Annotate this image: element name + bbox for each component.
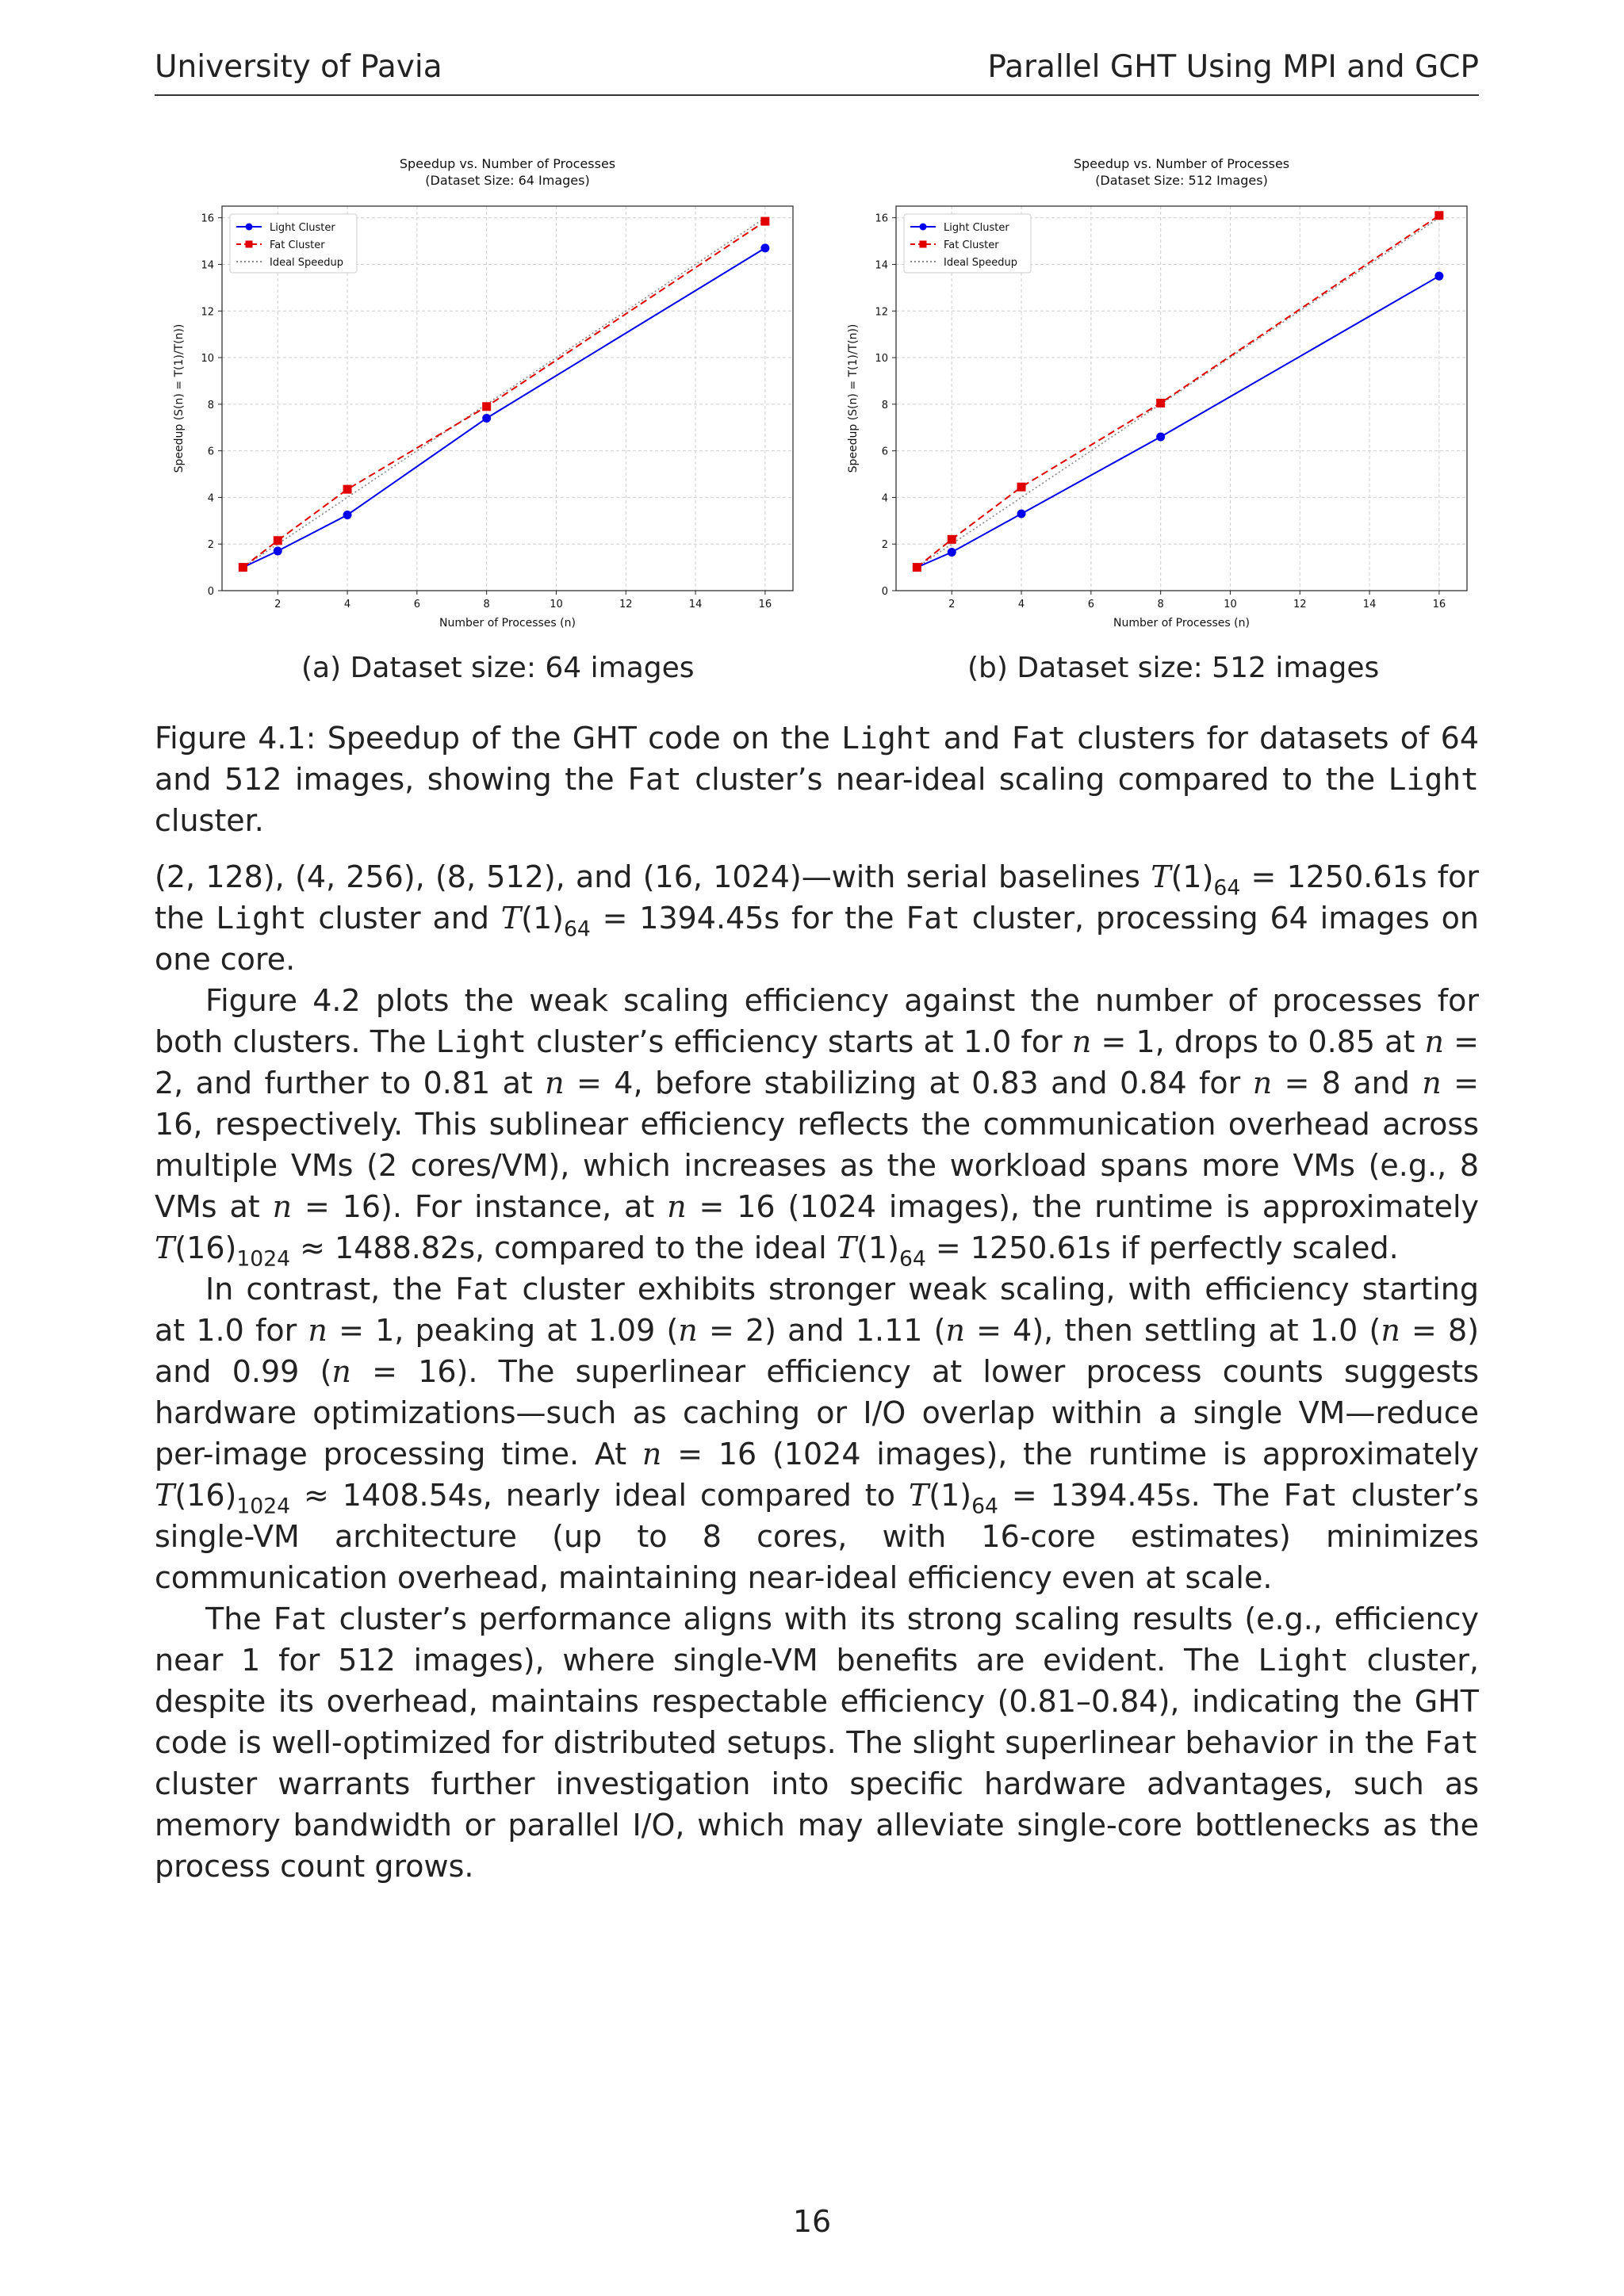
subcaption-a: (a) Dataset size: 64 images — [301, 652, 695, 684]
chart-speedup-512 — [829, 151, 1487, 642]
data-point-fat-cluster — [913, 563, 921, 572]
x-tick-label: 10 — [1224, 599, 1237, 610]
running-header-left: University of Pavia — [155, 49, 442, 85]
legend-marker — [246, 224, 253, 231]
data-point-fat-cluster — [482, 402, 491, 411]
y-tick-label: 12 — [201, 306, 214, 319]
y-tick-label: 8 — [881, 399, 888, 411]
chart-speedup-64 — [155, 151, 813, 642]
x-tick-label: 6 — [1087, 599, 1094, 610]
data-point-fat-cluster — [1434, 211, 1443, 220]
series-line-light-cluster — [243, 248, 765, 568]
legend-label: Light Cluster — [270, 222, 335, 234]
legend-label: Fat Cluster — [944, 239, 999, 251]
chart-subtitle: (Dataset Size: 512 Images) — [1095, 173, 1268, 188]
x-tick-label: 16 — [758, 599, 772, 610]
data-point-light-cluster — [343, 511, 352, 519]
legend-label: Light Cluster — [944, 222, 1009, 234]
x-tick-label: 2 — [948, 599, 956, 610]
y-tick-label: 6 — [207, 446, 214, 458]
paragraph-4: The Fat cluster’s performance aligns with its strong scaling results (e.g., efficiency near 1 for 512 images), where single-VM benefits are evident. The Light cluster, despite its overhead, maintains respectable efficiency (0.81–0.84), indicating the GHT code is well-optimized for distributed setups. The slight superlinear behavior in the Fat cluster warrants further investigation into specific hardware advantages, such as memory bandwidth or parallel I/O, which may alleviate single-core bottlenecks as the process count grows. — [155, 1601, 1479, 1884]
x-tick-label: 4 — [1017, 599, 1025, 610]
paragraph-1: (2, 128), (4, 256), (8, 512), and (16, 1024)—with serial baselines $T(1)_{64} = 1250.61s$ for the Light cluster and $T(1)_{64} = 1394.45s$ for the Fat cluster, processing 64 images on one core. — [155, 859, 1480, 977]
y-tick-label: 0 — [207, 586, 214, 598]
series-line-light-cluster — [917, 276, 1439, 567]
data-point-fat-cluster — [239, 563, 247, 572]
data-point-light-cluster — [948, 548, 956, 557]
x-tick-label: 8 — [1157, 599, 1164, 610]
figure-caption: Figure 4.1: Speedup of the GHT code on the Light and Fat clusters for datasets of 64 and 512 images, showing the Fat cluster’s near-ideal scaling compared to the Light cluster. — [155, 721, 1480, 838]
data-point-light-cluster — [1156, 433, 1165, 442]
x-tick-label: 12 — [1293, 599, 1307, 610]
data-point-light-cluster — [1434, 272, 1443, 281]
y-tick-label: 4 — [207, 492, 214, 505]
data-point-light-cluster — [760, 243, 769, 252]
paragraph-3: In contrast, the Fat cluster exhibits stronger weak scaling, with efficiency starting at 1.0 for n = 1, peaking at 1.09 (n = 2) and 1.11 (n = 4), then settling at 1.0 (n = 8) and 0.99 (n = 16). The superlinear efficiency at lower process counts suggests hardware optimizations—such as caching or I/O overlap within a single VM—reduce per-image processing time. At n = 16 (1024 images), the runtime is approximately $T(16)_{1024} \approx 1408.54s$, nearly ideal compared to $T(1)_{64} = 1394.45s$. The Fat cluster’s single-VM architecture (up to 8 cores, with 16-core estimates) minimizes communication overhead, maintaining near-ideal efficiency even at scale. — [155, 1272, 1480, 1595]
data-point-fat-cluster — [343, 485, 352, 494]
y-tick-label: 2 — [207, 539, 214, 552]
y-tick-label: 12 — [875, 306, 888, 319]
data-point-light-cluster — [482, 414, 491, 423]
y-tick-label: 6 — [881, 446, 888, 458]
x-tick-label: 12 — [619, 599, 633, 610]
data-point-fat-cluster — [274, 536, 282, 545]
data-point-fat-cluster — [948, 535, 956, 544]
legend-marker — [920, 241, 927, 248]
legend-marker — [246, 241, 253, 248]
x-axis-label: Number of Processes (n) — [439, 617, 576, 629]
y-tick-label: 14 — [201, 259, 214, 272]
x-tick-label: 10 — [550, 599, 563, 610]
chart-legend — [904, 214, 1031, 273]
page-number: 16 — [792, 2204, 832, 2239]
y-tick-label: 0 — [881, 586, 888, 598]
x-tick-label: 2 — [274, 599, 282, 610]
x-tick-label: 8 — [483, 599, 490, 610]
legend-marker — [920, 224, 927, 231]
y-axis-label: Speedup (S(n) = T(1)/T(n)) — [847, 323, 860, 473]
data-point-fat-cluster — [1156, 399, 1165, 408]
y-axis-label: Speedup (S(n) = T(1)/T(n)) — [173, 323, 186, 473]
header-rule — [155, 94, 1479, 96]
caption-label: Figure 4.1: — [155, 721, 316, 756]
data-point-light-cluster — [274, 547, 282, 556]
subcaption-b: (b) Dataset size: 512 images — [967, 652, 1380, 684]
chart-subtitle: (Dataset Size: 64 Images) — [425, 173, 590, 188]
legend-label: Ideal Speedup — [270, 257, 344, 269]
x-axis-label: Number of Processes (n) — [1113, 617, 1250, 629]
y-tick-label: 10 — [875, 353, 888, 365]
x-tick-label: 4 — [343, 599, 351, 610]
chart-title: Speedup vs. Number of Processes — [399, 156, 616, 171]
y-tick-label: 10 — [201, 353, 214, 365]
y-tick-label: 14 — [875, 259, 888, 272]
chart-title: Speedup vs. Number of Processes — [1073, 156, 1290, 171]
legend-label: Ideal Speedup — [944, 257, 1018, 269]
x-tick-label: 16 — [1432, 599, 1446, 610]
x-tick-label: 6 — [413, 599, 420, 610]
series-line-fat-cluster — [243, 221, 765, 568]
x-tick-label: 14 — [1362, 599, 1377, 610]
body-text — [155, 856, 1479, 1887]
y-tick-label: 16 — [201, 212, 214, 225]
y-tick-label: 8 — [207, 399, 214, 411]
running-header-right: Parallel GHT Using MPI and GCP — [987, 49, 1479, 85]
data-point-fat-cluster — [1017, 483, 1026, 492]
data-point-fat-cluster — [760, 217, 769, 226]
chart-legend — [230, 214, 357, 273]
paragraph-2: Figure 4.2 plots the weak scaling efficiency against the number of processes for both clusters. The Light cluster’s efficiency starts at 1.0 for n = 1, drops to 0.85 at n = 2, and further to 0.81 at n = 4, before stabilizing at 0.83 and 0.84 for n = 8 and n = 16, respectively. This sublinear efficiency reflects the communication overhead across multiple VMs (2 cores/VM), which increases as the workload spans more VMs (e.g., 8 VMs at n = 16). For instance, at n = 16 (1024 images), the runtime is approximately $T(16)_{1024} \approx 1488.82s$, compared to the ideal $T(1)_{64} = 1250.61s$ if perfectly scaled. — [155, 983, 1480, 1272]
legend-label: Fat Cluster — [270, 239, 325, 251]
y-tick-label: 2 — [881, 539, 888, 552]
data-point-light-cluster — [1017, 510, 1026, 519]
y-tick-label: 4 — [881, 492, 888, 505]
y-tick-label: 16 — [875, 212, 888, 225]
x-tick-label: 14 — [688, 599, 703, 610]
